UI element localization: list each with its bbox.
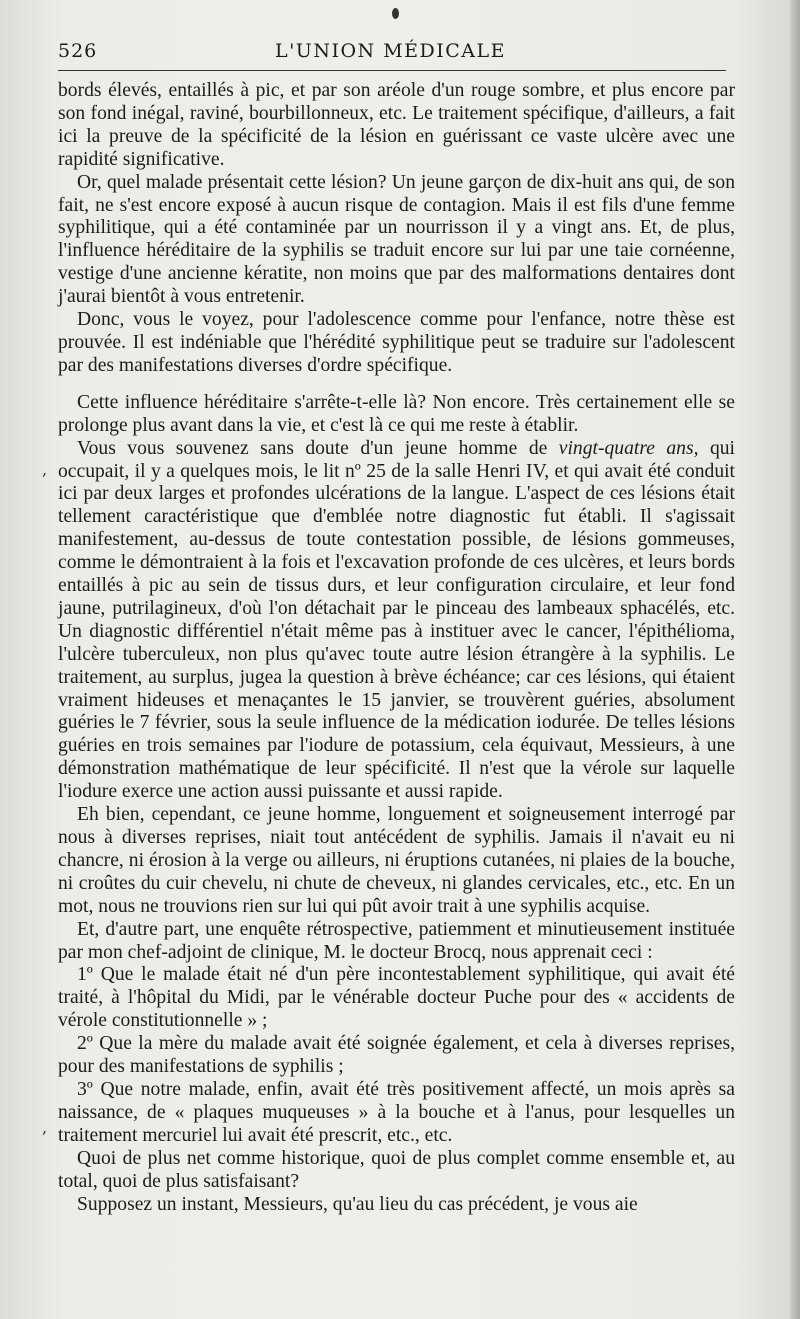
paragraph-continued: bords élevés, entaillés à pic, et par son aréole d'un rouge sombre, et plus encore par son fond inégal, raviné, bourbillonneux, etc. Le traitement spécifique, d'ailleurs, a fait ici la preuve de la spécificité de la lésion en guérissant ce vaste ulcère avec une rapidité significative. xyxy=(58,80,735,170)
margin-tick: , xyxy=(42,1118,48,1137)
paragraph-young-man-rest: qui occupait, il y a quelques mois, le lit nº 25 de la salle Henri IV, et qui avait été conduit ici par deux larges et profondes ulcérations de la langue. L'aspect de ces lésions était tellement caractéristique que d'emblée notre diagnostic fut établi. Il s'agissait manifestement, au-dessus de toute contestation possible, de lésions gommeuses, comme le démontraient à la fois et l'excavation profonde de ces ulcères, et leurs bords entaillés à pic au sein de tissus durs, et leur configuration circulaire, et leur fond jaune, putrilagineux, d'où l'on détachait par le pinceau des lambeaux sphacélés, etc. Un diagnostic différentiel n'était même pas à instituer avec le cancer, l'épithélioma, l'ulcère tuberculeux, non plus qu'avec toute autre lésion étrangère à la syphilis. Le traitement, au surplus, jugea la question à brève échéance; car ces lésions, qui étaient vraiment hideuses et menaçantes le 15 janvier, se trouvèrent guéries, absolument guéries le 7 février, sous la seule influence de la médication iodurée. De telles lésions guéries en trois semaines par l'iodure de potassium, cela équivaut, Messieurs, à une démonstration mathématique de leur spécificité. Il n'est que la vérole sur laquelle l'iodure exerce une action aussi puissante et aussi rapide. xyxy=(58,437,735,803)
paragraph-final: Supposez un instant, Messieurs, qu'au lieu du cas précédent, je vous aie xyxy=(77,1193,638,1215)
paragraph-thesis: Donc, vous le voyez, pour l'adolescence comme pour l'enfance, notre thèse est prouvée. Il est indéniable que l'hérédité syphilitique peut se traduire sur l'adolescent par des manifestations diverses d'ordre spécifique. xyxy=(58,309,735,376)
paragraph-patient: Or, quel malade présentait cette lésion? Un jeune garçon de dix-huit ans qui, de son fait, ne s'est encore exposé à aucun risque de contagion. Mais il est fils d'une femme syphilitique, qui a été contaminée par un nourrisson il y a vingt ans. Et, de plus, l'influence héréditaire de la syphilis se traduit encore sur lui par une taie cornéenne, vestige d'une ancienne kératite, non moins que par des malformations dentaires dont j'aurai bientôt à vous entretenir. xyxy=(58,171,735,308)
paragraph-denial: Eh bien, cependant, ce jeune homme, longuement et soigneusement interrogé par nous à diverses reprises, niait tout antécédent de syphilis. Jamais il n'avait eu ni chancre, ni érosion à la verge ou ailleurs, ni éruptions cutanées, ni plaies de la bouche, ni croûtes du cuir chevelu, ni chute de cheveux, ni glandes cervicales, etc., etc. En un mot, nous ne trouvions rien sur lui qui pût avoir trait à une syphilis acquise. xyxy=(58,804,735,917)
paragraph-young-man xyxy=(58,438,735,805)
paragraph-item-3: 3º Que notre malade, enfin, avait été très positivement affecté, un mois après sa naissance, de « plaques muqueuses » à la bouche et à l'anus, pour lesquelles un traitement mercuriel lui avait été prescrit, etc., etc. xyxy=(58,1078,735,1146)
page-number: 526 xyxy=(58,40,98,62)
paragraph-item-2: 2º Que la mère du malade avait été soignée également, et cela à diverses reprises, pour des manifestations de syphilis ; xyxy=(58,1033,735,1078)
paragraph-question: Cette influence héréditaire s'arrête-t-elle là? Non encore. Très certainement elle se prolonge plus avant dans la vie, et c'est là ce qui me reste à établir. xyxy=(58,391,735,436)
running-title: L'UNION MÉDICALE xyxy=(274,40,507,62)
ink-blot xyxy=(392,8,399,19)
page-header xyxy=(58,36,723,66)
paragraph-young-man-italic: vingt-quatre ans, xyxy=(558,437,699,459)
page-spine-shadow xyxy=(790,0,800,1319)
body-text xyxy=(58,80,735,1216)
paragraph-enquiry: Et, d'autre part, une enquête rétrospective, patiemment et minutieusement instituée par mon chef-adjoint de clinique, M. le docteur Brocq, nous apprenait ceci : xyxy=(58,918,735,963)
margin-tick: , xyxy=(42,460,48,479)
paragraph-young-man-start: Vous vous souvenez sans doute d'un jeune homme de xyxy=(77,437,559,459)
paragraph-summary: Quoi de plus net comme historique, quoi de plus complet comme ensemble et, au total, quoi de plus satisfaisant? xyxy=(58,1147,735,1192)
paragraph-item-1: 1º Que le malade était né d'un père incontestablement syphilitique, qui avait été traité, à l'hôpital du Midi, par le vénérable docteur Puche pour des « accidents de vérole constitutionnelle » ; xyxy=(58,964,735,1032)
header-rule xyxy=(58,70,726,71)
